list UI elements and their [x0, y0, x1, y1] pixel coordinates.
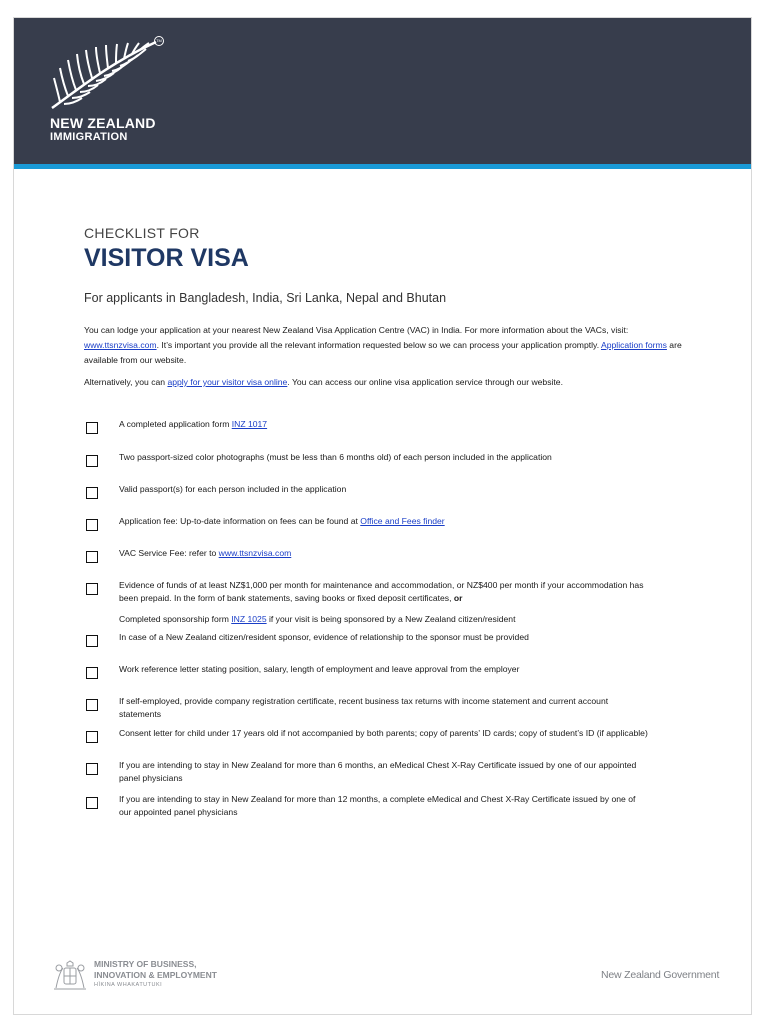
vac-website-link[interactable]: www.ttsnzvisa.com: [84, 340, 157, 350]
checkbox[interactable]: [86, 551, 98, 563]
document-page: [13, 17, 752, 1015]
apply-online-link[interactable]: apply for your visitor visa online: [167, 377, 288, 387]
checkbox[interactable]: [86, 455, 98, 467]
mbie-name-line1: MINISTRY OF BUSINESS,: [94, 959, 197, 969]
intro-text: Alternatively, you can: [84, 377, 168, 387]
checklist-item-text: Evidence of funds of at least NZ$1,000 per month for maintenance and accommodation, or NZ$400 per month if your accommodation has been prepaid. In the form of bank statements, saving books or fixed deposit certificates, or Completed sponsorship form INZ 1025 if your visit is being sponsored by a New Zealand citizen/resident: [119, 580, 644, 624]
checkbox[interactable]: [86, 667, 98, 679]
checkbox[interactable]: [86, 583, 98, 595]
checklist-item-text: Two passport-sized color photographs (must be less than 6 months old) of each person included in the application: [119, 452, 552, 462]
header-banner: [14, 18, 751, 164]
checkbox[interactable]: [86, 635, 98, 647]
checkbox[interactable]: [86, 422, 98, 434]
checkbox[interactable]: [86, 519, 98, 531]
checklist-item-text: Work reference letter stating position, salary, length of employment and leave approval from the employer: [119, 664, 520, 674]
checklist-item-text: VAC Service Fee: refer to www.ttsnzvisa.com: [119, 548, 292, 558]
inz-1017-link[interactable]: INZ 1017: [231, 419, 268, 429]
checklist-item-text: If you are intending to stay in New Zealand for more than 6 months, an eMedical Chest X-Ray Certificate issued by one of our appointed panel physicians: [119, 760, 637, 783]
header-accent-strip: [14, 164, 751, 169]
vac-website-link[interactable]: www.ttsnzvisa.com: [218, 548, 292, 558]
office-fees-finder-link[interactable]: Office and Fees finder: [360, 516, 445, 526]
coat-of-arms-icon: [52, 960, 88, 992]
intro-text: You can lodge your application at your nearest New Zealand Visa Application Centre (VAC) in India. For more information about the VACs, visit:: [84, 325, 629, 335]
checklist-item-text: In case of a New Zealand citizen/resident sponsor, evidence of relationship to the sponsor must be provided: [119, 632, 529, 642]
checklist-item-text: If self-employed, provide company registration certificate, recent business tax returns with income statement and current account statements: [119, 696, 609, 719]
intro-text: . It’s important you provide all the relevant information requested below so we can process your application promptly.: [156, 340, 601, 350]
checklist-item-text: If you are intending to stay in New Zealand for more than 12 months, a complete eMedical and Chest X-Ray Certificate issued by one of our appointed panel physicians: [119, 794, 636, 817]
page-subtitle: For applicants in Bangladesh, India, Sri Lanka, Nepal and Bhutan: [84, 291, 447, 305]
checkbox[interactable]: [86, 797, 98, 809]
title-kicker: CHECKLIST FOR: [84, 225, 200, 241]
checkbox[interactable]: [86, 731, 98, 743]
checkbox[interactable]: [86, 763, 98, 775]
intro-text: are available from our website.: [84, 340, 682, 365]
intro-paragraph-2: [84, 375, 684, 390]
or-keyword: or: [453, 592, 463, 603]
page-title: VISITOR VISA: [84, 244, 249, 272]
checkbox[interactable]: [86, 487, 98, 499]
inz-1025-link[interactable]: INZ 1025: [231, 614, 267, 624]
checklist-item-text: Valid passport(s) for each person included in the application: [119, 484, 347, 494]
intro-text: . You can access our online visa application service through our website.: [287, 377, 563, 387]
mbie-name-line2: INNOVATION & EMPLOYMENT: [94, 970, 217, 980]
application-forms-link[interactable]: Application forms: [601, 340, 667, 350]
checklist-item-text: Consent letter for child under 17 years old if not accompanied by both parents; copy of parents’ ID cards; copy of student’s ID (if applicable): [119, 728, 648, 738]
intro-paragraph-1: [84, 323, 684, 368]
logo-text-immigration: IMMIGRATION: [50, 131, 128, 143]
silver-fern-icon: [50, 38, 160, 110]
checklist-item-text: A completed application form INZ 1017: [119, 419, 268, 429]
mbie-maori-name: HĪKINA WHAKATUTUKI: [94, 982, 163, 988]
trademark-mark: TM: [154, 36, 164, 46]
nz-government-logo: New Zealand Government: [601, 969, 720, 981]
checkbox[interactable]: [86, 699, 98, 711]
logo-text-new-zealand: NEW ZEALAND: [50, 115, 156, 131]
checklist-item-text: Application fee: Up-to-date information on fees can be found at Office and Fees finder: [119, 516, 445, 526]
